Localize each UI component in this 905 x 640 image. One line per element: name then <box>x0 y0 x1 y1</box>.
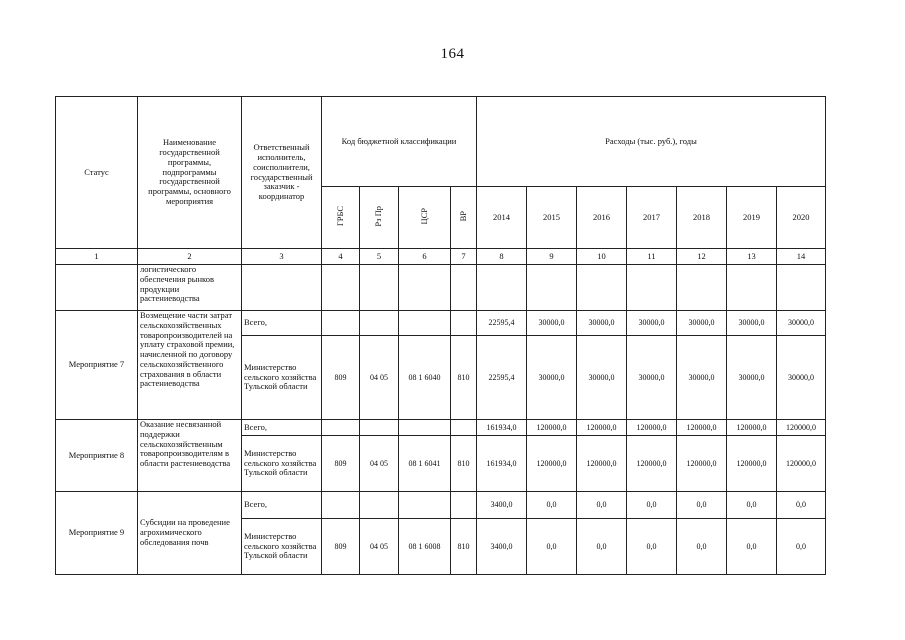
m7-grbs: 809 <box>322 336 360 420</box>
m8-total-value: 120000,0 <box>777 420 826 436</box>
m9-total-row <box>56 492 826 519</box>
m8-total-value: 161934,0 <box>477 420 527 436</box>
column-number: 14 <box>777 249 826 265</box>
empty-cell <box>360 492 399 519</box>
m8-value: 120000,0 <box>677 436 727 492</box>
m9-vr: 810 <box>451 519 477 575</box>
subheader-vr-cell <box>451 187 477 249</box>
m7-status: Мероприятие 7 <box>56 311 138 420</box>
header-expenses: Расходы (тыс. руб.), годы <box>477 97 826 187</box>
m8-value: 161934,0 <box>477 436 527 492</box>
m8-total-value: 120000,0 <box>527 420 577 436</box>
empty-cell <box>399 420 451 436</box>
subheader-rzpr: Рз Пр <box>373 205 384 227</box>
m8-status: Мероприятие 8 <box>56 420 138 492</box>
empty-cell <box>322 420 360 436</box>
subheader-csr: ЦСР <box>418 207 429 225</box>
m7-value: 30000,0 <box>727 336 777 420</box>
m7-total-value: 30000,0 <box>527 311 577 336</box>
column-number: 13 <box>727 249 777 265</box>
m9-total-value: 0,0 <box>577 492 627 519</box>
continuation-status <box>56 265 138 311</box>
m9-total-value: 0,0 <box>727 492 777 519</box>
empty-cell <box>677 265 727 311</box>
m7-total-value: 30000,0 <box>777 311 826 336</box>
m9-responsible: Министерство сельского хозяйства Тульской области <box>242 519 322 575</box>
continuation-name: логистического обеспечения рынков продукции растениеводства <box>138 265 242 311</box>
column-number: 1 <box>56 249 138 265</box>
empty-cell <box>242 265 322 311</box>
page-number: 164 <box>440 46 465 62</box>
m7-name: Возмещение части затрат сельскохозяйственных товаропроизводителей на уплату страховой премии, начисленной по договору сельскохозяйственного страхования в области растениеводства <box>138 311 242 420</box>
m7-vr: 810 <box>451 336 477 420</box>
empty-cell <box>477 265 527 311</box>
m9-total-label: Всего, <box>242 492 322 519</box>
m8-value: 120000,0 <box>527 436 577 492</box>
m8-value: 120000,0 <box>577 436 627 492</box>
m9-total-value: 3400,0 <box>477 492 527 519</box>
m7-total-value: 30000,0 <box>727 311 777 336</box>
m7-total-label: Всего, <box>242 311 322 336</box>
m9-total-value: 0,0 <box>627 492 677 519</box>
m9-value: 0,0 <box>527 519 577 575</box>
m7-value: 30000,0 <box>627 336 677 420</box>
empty-cell <box>451 311 477 336</box>
m9-value: 0,0 <box>627 519 677 575</box>
m9-value: 0,0 <box>777 519 826 575</box>
subheader-grbs-cell <box>322 187 360 249</box>
header-name: Наименование государственной программы, подпрограммы государственной программы, основного мероприятия <box>138 97 242 249</box>
m8-csr: 08 1 6041 <box>399 436 451 492</box>
empty-cell <box>399 311 451 336</box>
empty-cell <box>627 265 677 311</box>
m8-rzpr: 04 05 <box>360 436 399 492</box>
m9-total-value: 0,0 <box>777 492 826 519</box>
subheader-rzpr-cell <box>360 187 399 249</box>
empty-cell <box>451 265 477 311</box>
m7-total-value: 30000,0 <box>627 311 677 336</box>
year-header: 2014 <box>477 187 527 249</box>
empty-cell <box>322 492 360 519</box>
header-status: Статус <box>56 97 138 249</box>
m9-value: 3400,0 <box>477 519 527 575</box>
column-number: 3 <box>242 249 322 265</box>
m9-rzpr: 04 05 <box>360 519 399 575</box>
empty-cell <box>777 265 826 311</box>
column-number: 5 <box>360 249 399 265</box>
continuation-row <box>56 265 826 311</box>
empty-cell <box>399 492 451 519</box>
column-number: 6 <box>399 249 451 265</box>
column-number: 8 <box>477 249 527 265</box>
m8-vr: 810 <box>451 436 477 492</box>
column-number: 12 <box>677 249 727 265</box>
m9-value: 0,0 <box>577 519 627 575</box>
subheader-csr-cell <box>399 187 451 249</box>
empty-cell <box>360 311 399 336</box>
column-number: 7 <box>451 249 477 265</box>
column-number: 2 <box>138 249 242 265</box>
column-number: 9 <box>527 249 577 265</box>
empty-cell <box>399 265 451 311</box>
column-number: 4 <box>322 249 360 265</box>
year-header: 2016 <box>577 187 627 249</box>
m7-value: 30000,0 <box>777 336 826 420</box>
year-header: 2015 <box>527 187 577 249</box>
m7-total-value: 30000,0 <box>677 311 727 336</box>
m7-value: 22595,4 <box>477 336 527 420</box>
m9-value: 0,0 <box>727 519 777 575</box>
m9-grbs: 809 <box>322 519 360 575</box>
m7-value: 30000,0 <box>527 336 577 420</box>
m8-total-row <box>56 420 826 436</box>
m8-total-label: Всего, <box>242 420 322 436</box>
m8-total-value: 120000,0 <box>727 420 777 436</box>
m8-total-value: 120000,0 <box>627 420 677 436</box>
column-number: 11 <box>627 249 677 265</box>
header-responsible: Ответственный исполнитель, соисполнители, государственный заказчик - координатор <box>242 97 322 249</box>
column-number-row <box>56 249 826 265</box>
m7-rzpr: 04 05 <box>360 336 399 420</box>
m7-value: 30000,0 <box>577 336 627 420</box>
year-header: 2018 <box>677 187 727 249</box>
empty-cell <box>451 492 477 519</box>
m8-value: 120000,0 <box>777 436 826 492</box>
empty-cell <box>527 265 577 311</box>
m8-grbs: 809 <box>322 436 360 492</box>
m8-value: 120000,0 <box>727 436 777 492</box>
subheader-grbs: ГРБС <box>334 206 345 227</box>
column-number: 10 <box>577 249 627 265</box>
m7-responsible: Министерство сельского хозяйства Тульской области <box>242 336 322 420</box>
m9-csr: 08 1 6008 <box>399 519 451 575</box>
m8-total-value: 120000,0 <box>677 420 727 436</box>
m7-value: 30000,0 <box>677 336 727 420</box>
empty-cell <box>322 311 360 336</box>
empty-cell <box>451 420 477 436</box>
empty-cell <box>360 265 399 311</box>
empty-cell <box>577 265 627 311</box>
budget-table <box>55 96 826 575</box>
empty-cell <box>727 265 777 311</box>
m7-total-value: 30000,0 <box>577 311 627 336</box>
m7-total-row <box>56 311 826 336</box>
m8-name: Оказание несвязанной поддержки сельскохозяйственным товаропроизводителям в области растениеводства <box>138 420 242 492</box>
header-row <box>56 97 826 187</box>
m9-status: Мероприятие 9 <box>56 492 138 575</box>
m8-responsible: Министерство сельского хозяйства Тульской области <box>242 436 322 492</box>
m9-total-value: 0,0 <box>677 492 727 519</box>
subheader-vr: ВР <box>457 210 468 222</box>
m9-total-value: 0,0 <box>527 492 577 519</box>
header-budget-code: Код бюджетной классификации <box>322 97 477 187</box>
year-header: 2019 <box>727 187 777 249</box>
m8-total-value: 120000,0 <box>577 420 627 436</box>
empty-cell <box>322 265 360 311</box>
m7-csr: 08 1 6040 <box>399 336 451 420</box>
year-header: 2020 <box>777 187 826 249</box>
year-header: 2017 <box>627 187 677 249</box>
empty-cell <box>360 420 399 436</box>
m9-name: Субсидии на проведение агрохимического обследования почв <box>138 492 242 575</box>
m7-total-value: 22595,4 <box>477 311 527 336</box>
m8-value: 120000,0 <box>627 436 677 492</box>
m9-value: 0,0 <box>677 519 727 575</box>
